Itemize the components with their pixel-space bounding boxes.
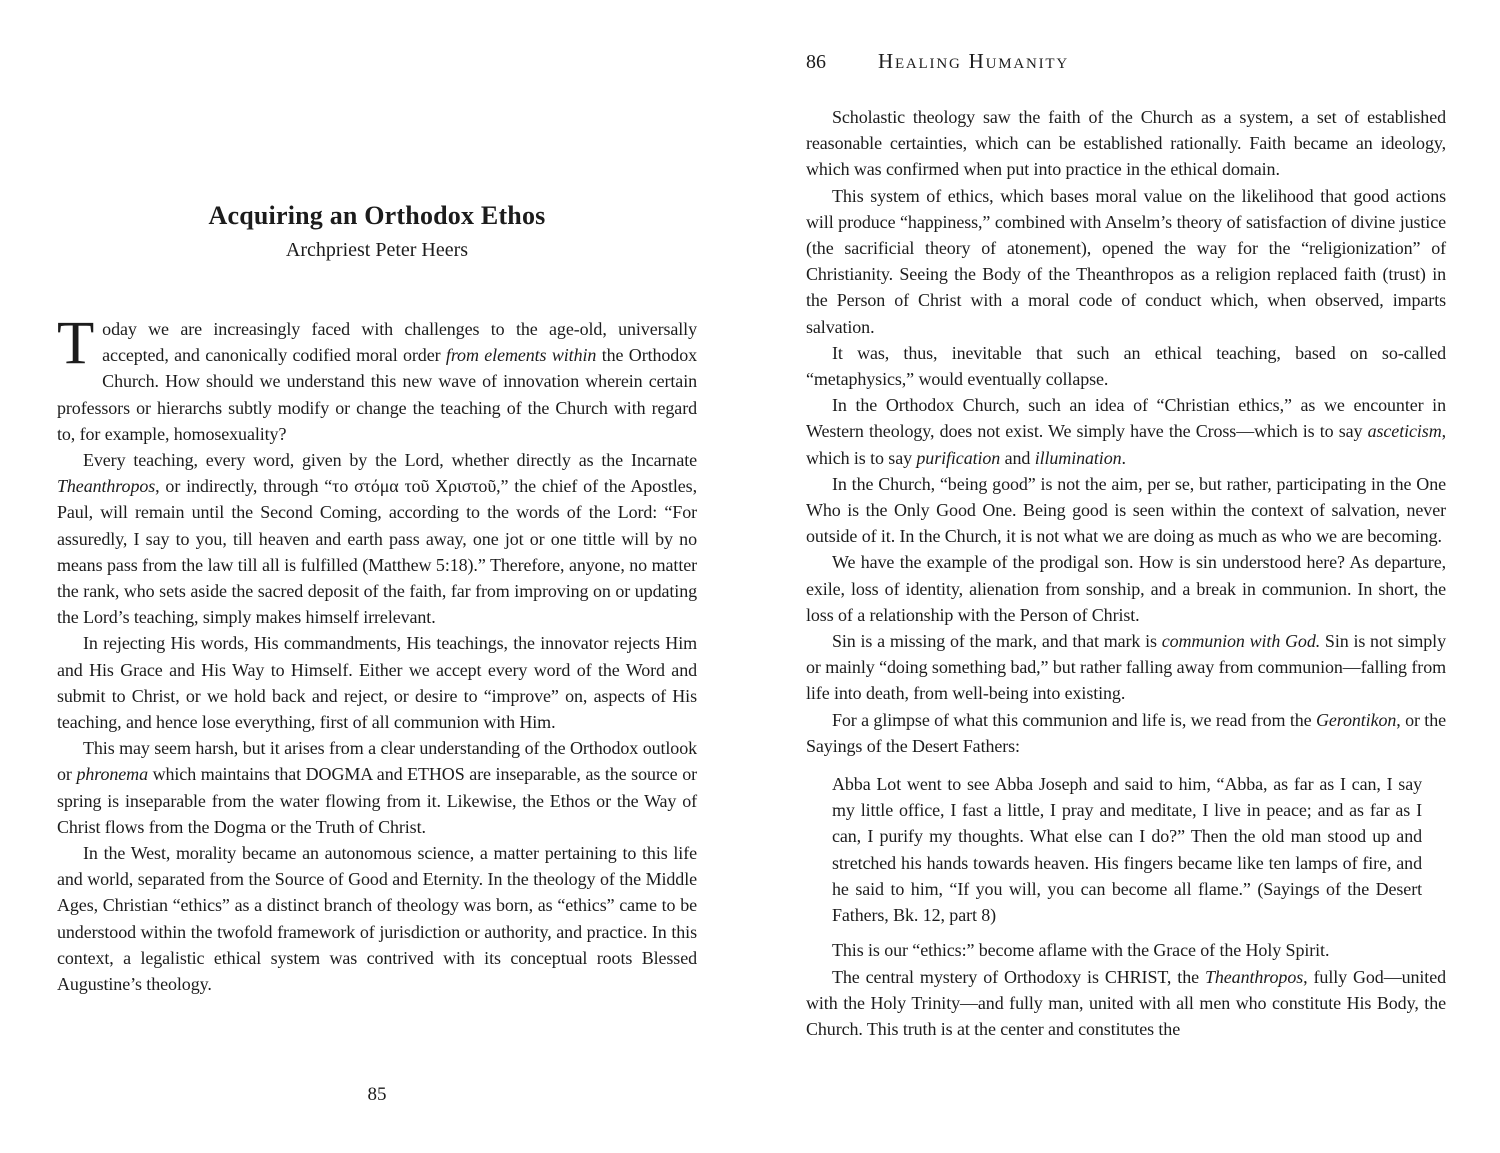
running-header-title: Healing Humanity	[878, 49, 1070, 73]
right-page-body	[806, 104, 1446, 1042]
page-right	[806, 0, 1446, 1153]
paragraph: Today we are increasingly faced with challenges to the age-old, universally accepted, and canonically codified moral order from elements within the Orthodox Church. How should we understand this new wave of innovation wherein certain professors or hierarchs subtly modify or change the teaching of the Church with regard to, for example, homosexuality?	[57, 310, 698, 444]
page-left	[57, 0, 697, 1153]
paragraph: This system of ethics, which bases moral value on the likelihood that good actions will produce “happiness,” combined with Anselm’s theory of satisfaction of divine justice (the sacrificial theory of atonement), opened the way for the “religionization” of Christianity. Seeing the Body of the Theanthropos as a religion replaced faith (trust) in the Person of Christ with a moral code of conduct which, when observed, imparts salvation.	[806, 185, 1446, 337]
chapter-title: Acquiring an Orthodox Ethos	[208, 201, 546, 230]
block-quote: Abba Lot went to see Abba Joseph and said to him, “Abba, as far as I can, I say my little office, I fast a little, I pray and meditate, I live in peace; and as far as I can, I purify my thoughts. What else can I do?” Then the old man stood up and stretched his hands towards heaven. His fingers became like ten lamps of fire, and he said to him, “If you will, you can become all flame.” (Sayings of the Desert Fathers, Bk. 12, part 8)	[832, 774, 1422, 926]
paragraph: This may seem harsh, but it arises from a clear understanding of the Orthodox outlook or phronema which maintains that DOGMA and ETHOS are inseparable, as the source or spring is inseparable from the water flowing from it. Likewise, the Ethos or the Way of Christ flows from the Dogma or the Truth of Christ.	[57, 738, 697, 837]
chapter-author: Archpriest Peter Heers	[285, 239, 469, 261]
paragraph: We have the example of the prodigal son. How is sin understood here? As departure, exile, loss of identity, alienation from sonship, and a break in communion. In short, the loss of a relationship with the Person of Christ.	[806, 552, 1446, 625]
paragraph: This is our “ethics:” become aflame with the Grace of the Holy Spirit.	[832, 940, 1330, 961]
paragraph: In the Orthodox Church, such an idea of “Christian ethics,” as we encounter in Western theology, does not exist. We simply have the Cross—which is to say asceticism, which is to say purification and illumination.	[806, 395, 1446, 468]
paragraph: In the Church, “being good” is not the aim, per se, but rather, participating in the One Who is the Only Good One. Being good is seen within the context of salvation, never outside of it. In the Church, it is not what we are doing as much as who we are becoming.	[806, 473, 1446, 547]
paragraph: In rejecting His words, His commandments, His teachings, the innovator rejects Him and His Grace and His Way to Himself. Either we accept every word of the Word and submit to Christ, or we hold back and reject, or desire to “improve” on, aspects of His teaching, and hence lose everything, first of all communion with Him.	[57, 633, 697, 733]
page-number-left: 85	[367, 1084, 387, 1105]
paragraph: The central mystery of Orthodoxy is CHRIST, the Theanthropos, fully God—united with the Holy Trinity—and fully man, united with all men who constitute His Body, the Church. This truth is at the center and constitutes the	[806, 966, 1446, 1039]
running-header	[806, 49, 1446, 74]
folio-number: 86	[806, 51, 826, 73]
drop-cap: T	[57, 310, 95, 377]
left-page-body	[57, 310, 698, 997]
paragraph: Scholastic theology saw the faith of the Church as a system, a set of established reasonable certainties, which can be established rationally. Faith became an ideology, which was confirmed when put into practice in the ethical domain.	[806, 107, 1446, 180]
paragraph: For a glimpse of what this communion and life is, we read from the Gerontikon, or the Sayings of the Desert Fathers:	[806, 709, 1447, 756]
paragraph: Sin is a missing of the mark, and that mark is communion with God. Sin is not simply or mainly “doing something bad,” but rather falling away from communion—falling from life into death, from well-being into existing.	[806, 631, 1446, 704]
paragraph: Every teaching, every word, given by the Lord, whether directly as the Incarnate Theanthropos, or indirectly, through “το στόμα τοῦ Χριστοῦ,” the chief of the Apostles, Paul, will remain until the Second Coming, according to the words of the Lord: “For assuredly, I say to you, till heaven and earth pass away, one jot or one tittle will by no means pass from the law till all is fulfilled (Matthew 5:18).” Therefore, anyone, no matter the rank, who sets aside the sacred deposit of the faith, far from improving on or updating the Lord’s teaching, simply makes himself irrelevant.	[57, 450, 697, 628]
paragraph: In the West, morality became an autonomous science, a matter pertaining to this life and world, separated from the Source of Good and Eternity. In the theology of the Middle Ages, Christian “ethics” as a distinct branch of theology was born, as “ethics” came to be understood within the twofold framework of jurisdiction or authority, and practice. In this context, a legalistic ethical system was contrived with its conceptual roots Blessed Augustine’s theology.	[57, 843, 697, 995]
paragraph: It was, thus, inevitable that such an ethical teaching, based on so-called “metaphysics,” would eventually collapse.	[806, 342, 1446, 390]
